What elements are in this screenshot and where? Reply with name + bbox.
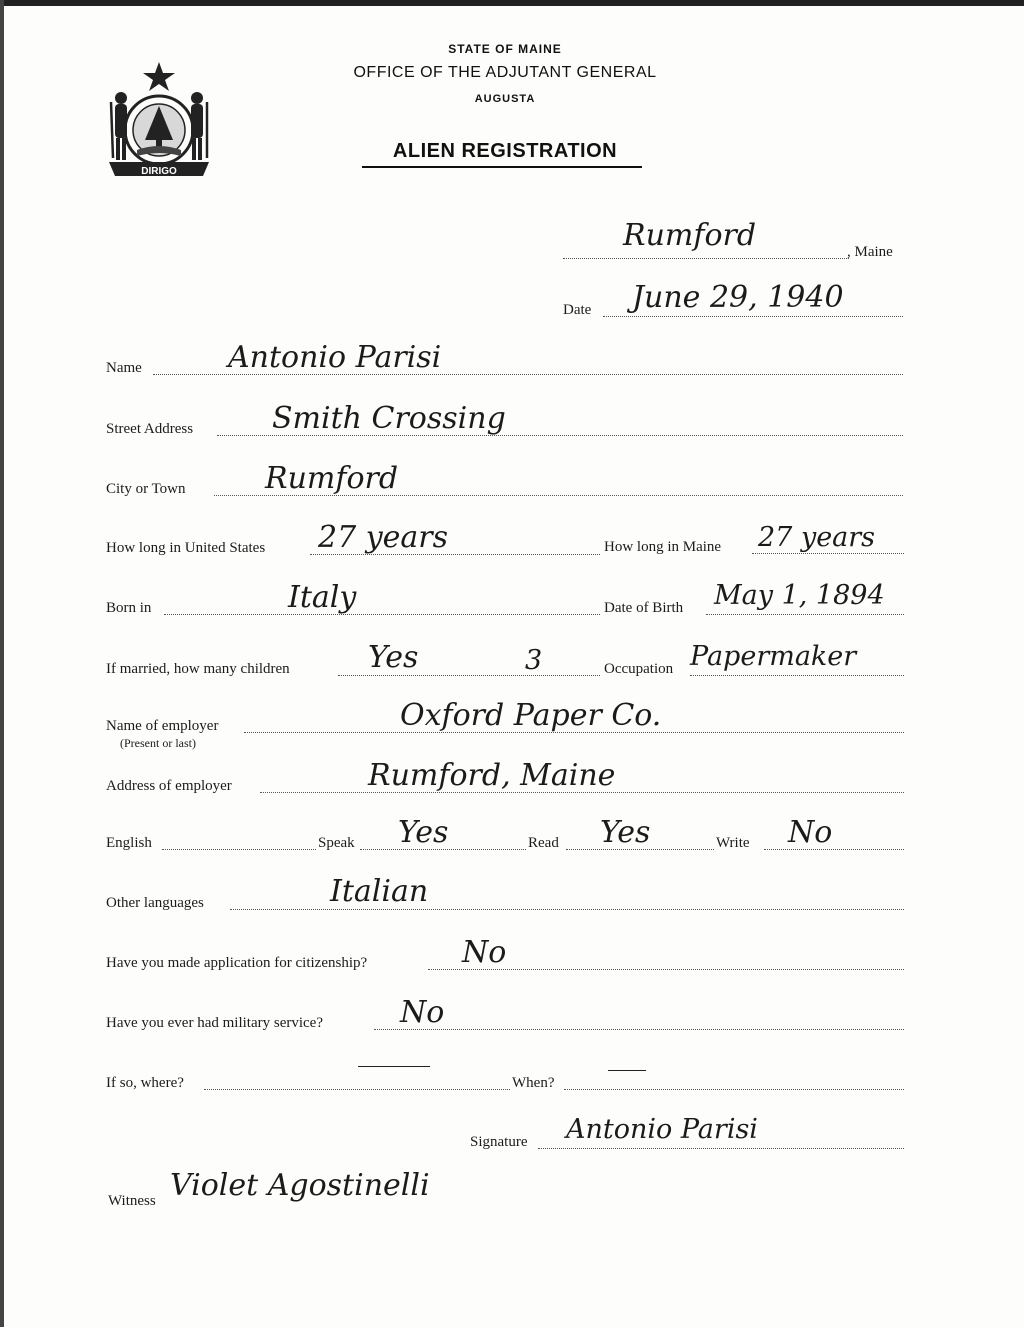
when-dots (564, 1089, 904, 1090)
occupation-value: Papermaker (690, 641, 857, 672)
street-value: Smith Crossing (272, 401, 506, 436)
military-value: No (400, 995, 445, 1030)
married-value: Yes (368, 640, 419, 675)
when-dash-mark (608, 1070, 646, 1071)
how-long-maine-value: 27 years (758, 522, 876, 553)
header-office: OFFICE OF THE ADJUTANT GENERAL (353, 64, 657, 81)
date-dots (603, 316, 903, 317)
other-languages-dots (230, 909, 904, 910)
town-dots (563, 258, 849, 259)
page-title: ALIEN REGISTRATION (392, 140, 618, 162)
scan-border-top (0, 0, 1024, 6)
dob-value: May 1, 1894 (714, 580, 885, 611)
town-value: Rumford (623, 218, 757, 253)
employer-address-label: Address of employer (106, 778, 232, 794)
witness-label: Witness (108, 1193, 156, 1209)
date-value: June 29, 1940 (632, 280, 844, 315)
how-long-us-value: 27 years (318, 520, 449, 555)
maine-suffix: , Maine (847, 244, 893, 260)
dob-label: Date of Birth (604, 600, 684, 616)
signature-label: Signature (470, 1134, 528, 1150)
occupation-label: Occupation (604, 661, 674, 677)
scan-border-left (0, 0, 4, 1327)
married-dots (338, 675, 600, 676)
born-label: Born in (106, 600, 152, 616)
english-dots (162, 849, 316, 850)
how-long-us-label: How long in United States (106, 540, 266, 556)
write-dots (764, 849, 904, 850)
date-label: Date (563, 302, 592, 318)
born-value: Italy (288, 580, 357, 615)
employer-address-value: Rumford, Maine (368, 758, 616, 793)
military-label: Have you ever had military service? (106, 1015, 323, 1031)
english-label: English (106, 835, 152, 851)
read-label: Read (528, 835, 559, 851)
occupation-dots (690, 675, 904, 676)
header-city: AUGUSTA (474, 93, 536, 105)
employer-sub-label: (Present or last) (120, 736, 196, 750)
header-state: STATE OF MAINE (448, 42, 562, 56)
where-label: If so, where? (106, 1075, 184, 1091)
signature-dots (538, 1148, 904, 1149)
state-seal-icon (103, 58, 215, 183)
write-value: No (788, 815, 833, 850)
other-languages-label: Other languages (106, 895, 204, 911)
where-dash-mark (358, 1066, 430, 1067)
seal-motto: DIRIGO (141, 166, 177, 177)
witness-value: Violet Agostinelli (170, 1168, 430, 1203)
citizenship-value: No (462, 935, 507, 970)
read-value: Yes (600, 815, 651, 850)
speak-value: Yes (398, 815, 449, 850)
how-long-maine-label: How long in Maine (604, 539, 722, 555)
dob-dots (706, 614, 904, 615)
title-underline (362, 166, 642, 168)
citizenship-label: Have you made application for citizenship? (106, 955, 368, 971)
street-label: Street Address (106, 421, 194, 437)
speak-label: Speak (318, 835, 355, 851)
children-value: 3 (525, 645, 543, 676)
military-dots (374, 1029, 904, 1030)
where-dots (204, 1089, 510, 1090)
how-long-maine-dots (752, 553, 904, 554)
employer-value: Oxford Paper Co. (400, 698, 662, 733)
signature-value: Antonio Parisi (566, 1114, 758, 1145)
other-languages-value: Italian (330, 874, 429, 909)
name-value: Antonio Parisi (228, 340, 442, 375)
write-label: Write (716, 835, 750, 851)
employer-label: Name of employer (106, 718, 219, 734)
city-label: City or Town (106, 481, 186, 497)
name-label: Name (106, 360, 142, 376)
born-dots (164, 614, 600, 615)
city-value: Rumford (265, 461, 399, 496)
when-label: When? (512, 1075, 555, 1091)
married-label: If married, how many children (106, 661, 290, 677)
